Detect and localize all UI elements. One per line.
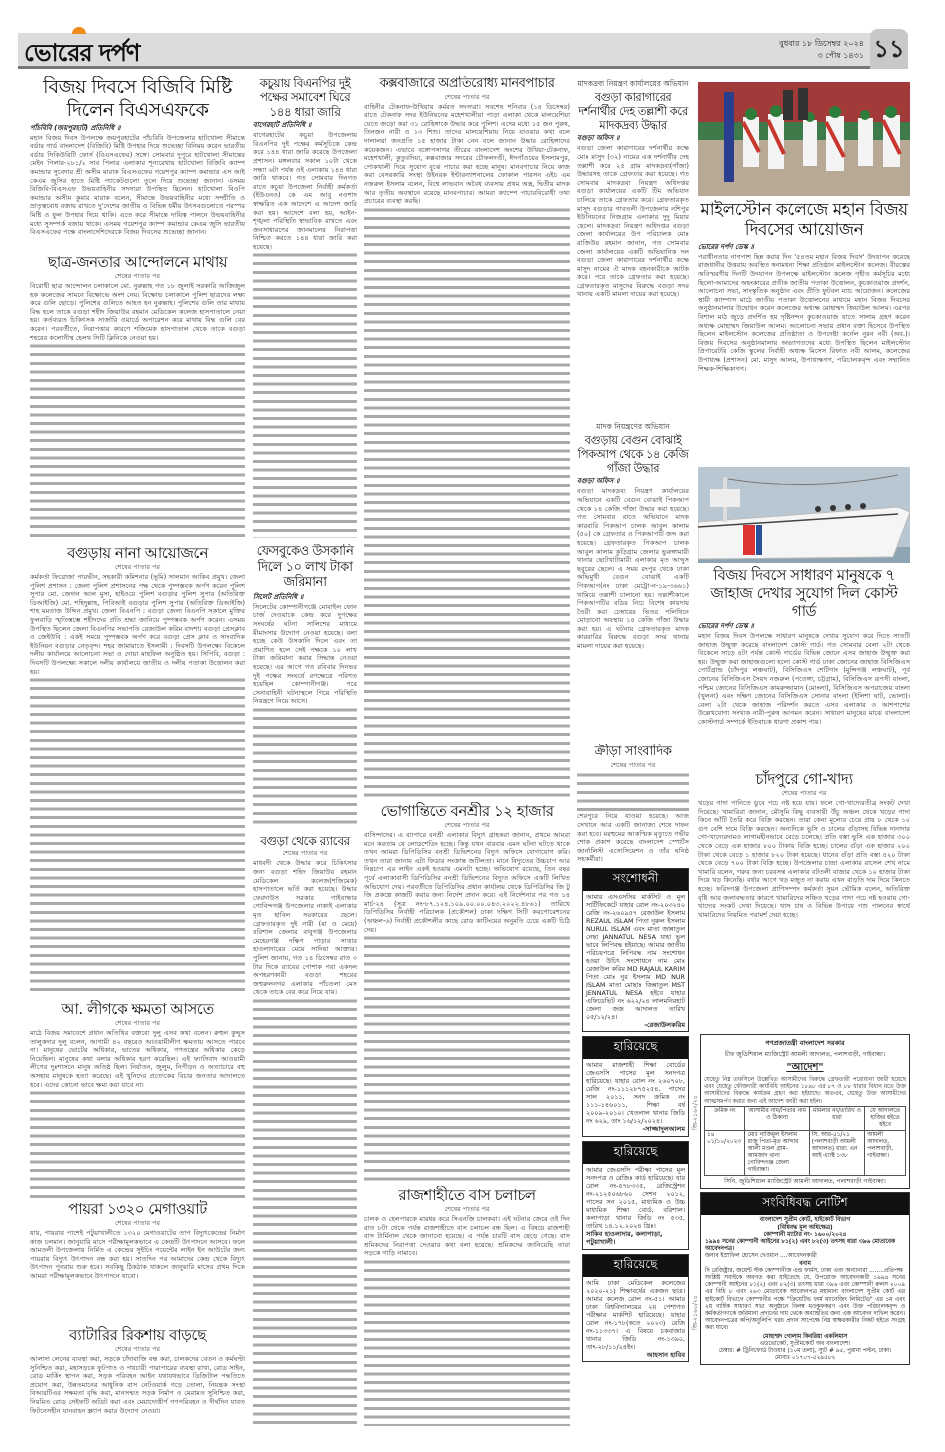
notice-title: সংবিধিবদ্ধ নোটিশ [701, 1193, 909, 1215]
continued-label: শেষের পাতার পর [610, 760, 656, 769]
date-bengali: ৩ পৌষ ১৪৩১ [817, 51, 864, 60]
court-order-notice [700, 1034, 910, 1189]
byline: পাঁচবিবি (জয়পুরহাট) প্রতিনিধি ॥ [30, 123, 121, 132]
text-continuation [577, 771, 689, 813]
article-body: বাহিনীর টেকনাফ-উখিয়ায় কর্মরত সদস্যরা। সবশেষ শনিবার (১৪ ডিসেম্বর) রাতে টেকনাফ সদর ইউনিয়নের মহেশখালীয়া পাড়া এলাকা থেকে মালয়েশিয়া যেতে জড়ো করা ৩১ রোহিঙ্গাকে উদ্ধার করে পুলিশ। এদের মধ্যে ১৫ জন পুরুষ, তিনজন নারী ও ১৩ শিশু। তাদের মালয়েশিয়ায় নিয়ে যাওয়ার কথা বলে দালালরা জনপ্রতি ১৫ হাজার টাকা নেন বলে জানান উদ্ধার রোহিঙ্গাদের কয়েকজন। এভাবে বঙ্গোপসাগর তীরের বাংলাদেশ অংশের উখিয়া-টেকনাফ, মহেশখালী, কুতুবদিয়া, কক্সবাজার সদরের চৌফলদণ্ডী, ঈদগাঁওয়ের ইসলামপুর, পোকখালী দিয়ে সুযোগ বুঝে পাচার করা হচ্ছে মানুষ। মানবপাচার নিয়ে কাজ করা বেসরকারি সংস্থা উইনরক ইন্টারন্যাশনালের ফোকাল পারসন এইচ এম নজরুল ইসলাম বলেন, বিশ্বে লাভবান অবৈধ ব্যবসায় প্রথম অস্ত্র, দ্বিতীয় মাদক আর তৃতীয় অবস্থানে রয়েছে মানবপাচার। আমরা ক্যাম্পে পাচারবিরোধী তথ্য প্রচারের ব্যবস্থা করছি। [364, 102, 570, 206]
byline: বগুড়া অফিস ॥ [577, 134, 620, 143]
article-body: মাধবদী থেকে উদ্ধার করে চিকিৎসার জন্য বগুড়া শহিদ জিয়াউর রহমান মেডিকেল কলেজ(শজিমেক) হাসপাতালে ভর্তি করা হয়েছে। উদ্ধার ফেরদাউস সরকার গাইবান্ধার গোবিন্দগঞ্জ উপজেলার নাকাই এলাকার মৃত হাবিল সরকারের ছেলে। গ্রেফতারকৃত দুই নারী (মা ও মেয়ে) বরিশাল জেলার বাবুগঞ্জ উপজেলার মেহেরগঞ্জ দক্ষিণ পাড়ার সাত্তার হাওলাদারের মেয়ে সাদিয়া আক্তার। পুলিশ জানায়, গত ১৪ ডিসেম্বর রাত ৩ টার দিকে র‌্যাবের পোশাক পরা একদল অপহরণকারী বগুড়া শহরের জহুরুলনগর এলাকার পাঁচতলা মেস থেকে তাকে বের করে নিয়ে যায়। [253, 859, 357, 997]
notice-line: ১৯৯৪ সনের কোম্পানী আইনের ৮১(২) এবং ৮২(৩) তৎসহ ধারা ৩৯৬ মোতাবেক আবেদনপত্র। [705, 1238, 896, 1253]
issue-date [779, 38, 864, 62]
article-body: মহান বিজয় দিবস উপলক্ষে জয়পুরহাটের পাঁচবিবি উপজেলার হাটখোলা সীমান্তে বর্ডার গার্ড বাংলাদেশ (বিজিবি) মিষ্টি উপহার দিয়ে শুভেচ্ছা বিনিময় করেন ভারতীয় বর্ডার সিকিউরিটি ফোর্স (বিএসএফের) সঙ্গে। সোমবার দুপুরে হাটখোলা সীমান্তের মেইন পিলার-২৮১/২ সাব পিলার এলাকার শূন্যরেখায় হাটখোলা বিজিবি ক্যাম্প কমান্ডার সুবেদার শ্রী অসীম মারাক বিএসএফের গয়েশপুর ক্যাম্প কমান্ডার এস আই কেএম জুসির হাতে মিষ্টি প্যাকেটগুলো তুলে দিয়ে শুভেচ্ছা জানান। এসময় বিজিবি-বিএসএফ উভয়বাহিনীর সদস্যরা উপস্থিত ছিলেন। হাটখোলা বিওপি কমান্ডার অসীম কুমার মারাক বলেন, সীমান্তে উভয়বাহিনীর মধ্যে সম্প্রীতি ও ভ্রাতৃত্ববোধ বজায় রাখতে দু'দেশের জাতীয় ও বিভিন্ন ধর্মীয় উৎসবগুলোতে পরস্পর মিষ্টি ও ফুল উপহার দিয়ে থাকি। এতে করে সীমান্তে দায়িত্ব পালনে উভয়বাহিনীর মধ্যে সুসম্পর্ক বজায় থাকে। এসময় গয়েশপুর ক্যাম্প কমান্ডার কেএম জুসি ভারতীয় বিএসএফের পক্ষে বাংলাদেশিদেরকে বিজয় দিবসের শুভেচ্ছা জানান। [30, 133, 245, 237]
ad-title: হারিয়েছে [583, 1255, 688, 1277]
headline: ক্রীড়া সাংবাদিক [594, 744, 672, 759]
continued-label: শেষের পাতার পর [444, 1205, 490, 1213]
headline: বগুড়ায় নানা আয়োজনে [67, 544, 208, 562]
byline: বগুড়া অফিস ॥ [577, 477, 620, 486]
article-bgb-sweets [30, 76, 245, 246]
table-cell: মোঃ নাজিমুল ইসলাম রাজু পিতা-মৃত আব্দার আলী মণ্ডল গ্রাম-আমজাদ থানা গোবিন্দগঞ্জ জেলা গাইবান্ধা। [745, 1130, 809, 1175]
column-header: মামলার নং/তারিখ ও ধারা [809, 1106, 864, 1130]
article-student-movement [30, 253, 245, 538]
article-body: খড়ের গাদা পানিতে ডুবে পচে নষ্ট হয়ে যায়। ফলে গো-খাদ্যেরতীব্র সংকট দেখা দিয়েছে। খামারিরা জানান, মৌসুমি কিছু ব্যবসায়ী উঁচু অঞ্চল থেকে খড়ের গাদা কিনে আঁটি তৈরি করে বিক্রি করছেন। তারা কেনা মূল্যের চেয়ে প্রায় ৮ থেকে ১০ গুণ বেশি দামে বিক্রি করছেন। অন্যদিকে ভুসি ও চালের গুঁড়াসহ বিভিন্ন দানাদার গো-খাদ্যেরদামও লাগামহীনভাবে বেড়ে চলেছে। প্রতি বস্তা ভুসি এক হাজার ৩০০ থেকে বেড়ে এক হাজার ৮০০ টাকায় বিক্রি হচ্ছে। চালের গুঁড়া এক হাজার ২০০ টাকা থেকে বেড়ে ১ হাজার ৮২০ টাকা হয়েছে। ধানের গুঁড়া প্রতি বস্তা ৫২০ টাকা থেকে বেড়ে ৭০০ টাকা বিক্রি হচ্ছে। উপজেলার চান্দ্রা এলাকার রাসেল শেখ নামে খামারি বলেন, গরুর জন্য চরবসন্ত এলাকার বটতলী বাজার থেকে ১০ হাজার টাকা দিয়ে খড় কিনেছি। বর্ষার আগে খড় মজুত না করায় এখন বাড়তি দাম দিয়ে কিনতে হচ্ছে। ফরিদগঞ্জ উপজেলা প্রাণিসম্পদ কর্মকর্তা সুমন ভৌমিক বলেন, অতিরিক্ত বৃষ্টি আর জলাবদ্ধতার কারণে খামারিদের সঞ্চিত খড়ের গাদা পচে নষ্ট হওয়ায় গো-খাদ্যের সংকট দেখা দিয়েছে। খাস চাষ ও বিভিন্ন উপায়ে পশু পালনের স্বার্থে খামারিদের নিয়মিত পরামর্শ দেয়া হচ্ছে। [698, 799, 910, 919]
byline: ভোরের দর্পণ ডেস্ক ॥ [698, 242, 754, 251]
headline: আ. লীগকে ক্ষমতা আসতে [61, 1000, 214, 1018]
headline: বগুড়া কারাগারের দর্শনার্থীর দেহ তল্লাশী করে মাদকদ্রব্য উদ্ধার [578, 90, 688, 132]
headline: ছাত্র-জনতার আন্দোলনে মাথায় [47, 253, 228, 271]
ad-lost-2 [582, 1141, 689, 1250]
text-continuation [253, 997, 357, 1426]
text-continuation [364, 206, 570, 798]
accused-table [704, 1106, 906, 1176]
article-coast-guard [698, 566, 910, 766]
headline: মাইলস্টোন কলেজে মহান বিজয় দিবসের আয়োজন [700, 200, 908, 241]
ad-body [583, 1059, 688, 1135]
notice-line: (বিধিবদ্ধ মূল অধিক্ষেত্র) [777, 1224, 833, 1231]
notice-signatory: মোহাম্মদ গোলাম কিবরিয়া একলিমাস [762, 1333, 848, 1340]
article-battery-rickshaw [30, 1326, 245, 1426]
kicker: মাদক নিয়ন্ত্রণের অভিযান [596, 422, 670, 431]
table-cell: ১৪ ০১/১০/২০২৩ [705, 1130, 745, 1175]
ad-code: জি-২১৬২/২৪ [692, 1095, 699, 1130]
masthead [18, 33, 908, 69]
article-rajshahi-bus [364, 1186, 570, 1426]
ad-body [583, 1277, 688, 1361]
ad-signature: -সাজ্জাদুলআলম [642, 1125, 685, 1134]
text-continuation [253, 706, 357, 828]
text-continuation [30, 342, 245, 538]
byline: সিলেট প্রতিনিধি ॥ [253, 592, 304, 601]
notice-body: যেহেতু নিম্ন তফসিলে উল্লেখিত আসামীদের বিরুদ্ধে গ্রেফতারী পরোয়ানা জারী হয়েছে এবং যেহেতু ফৌজদারী কার্যবিধি আইনের ১৮৯৮ এর ৮৭ ও ৮৮ ধারার বিধান মতে উক্ত আসামীদের বিরুদ্ধে কার্যক্রম গ্রহণ করা হইয়াছে। অতএব, যেহেতু উক্ত আসামীদের আত্মসমর্পণ করার জন্য এই আদেশ জারী করা হইল। [704, 1077, 906, 1105]
table-cell: সি. আর-৫১/২১ (পলাশবাড়ী আমলী আদালত) ধারা: এন আই এ্যাক্ট ১৩৮ [809, 1130, 864, 1175]
notice-line: মোবাঃ ০১৭০৭-৫২৯৫৮২ [774, 1355, 836, 1362]
headline: পায়রা ১৩২০ মেগাওয়াট [68, 1200, 207, 1218]
continued-label: শেষের পাতার পর [444, 821, 490, 829]
headline: ব্যাটারির রিকশায় বাড়ছে [68, 1326, 207, 1344]
article-body: আলাদা লেনের ব্যবস্থা করা, সড়কে চাঁদাবাজি বন্ধ করা, চালকদের বেতন ও কর্মঘণ্টা সুনিশ্চিত করা, মহাসড়কে ফুটপাত ও পথচারী পারাপারের ব্যবস্থা রাখা, রোড সাইন, রোড মার্কিং স্থাপন করা, সড়ক পরিবহন আইন যথাযথভাবে ডিজিটাল পদ্ধতিতে প্রয়োগ করা, উন্নতমানের আধুনিক বাস নেটওয়ার্ক গড়ে তোলা, নিয়ন্ত্রক সংস্থা বিআরটিএর সক্ষমতা বৃদ্ধি করা, মানসম্মত সড়ক নির্মাণ ও মেরামত সুনিশ্চিত করা, নিয়মিত রোড সেইফটি অডিট করা এবং মেয়াদোত্তীর্ণ গণপরিবহন ও দীর্ঘদিন যাবত ফিটনেসহীন যানবাহন স্ক্র্যাপ করার উদ্যোগ নেওয়া। [30, 1355, 245, 1415]
article-awami-league [30, 1000, 245, 1198]
parade-image [698, 82, 910, 196]
ad-body [583, 1164, 688, 1249]
article-body: যায়, পায়রার পাশেই পটুয়াখালীতে ১৩২০ মেগাওয়াটের তাপ বিদ্যুৎকেন্দ্রের নির্মাণ কাজ চলমান। জানুয়ারি মাসে পরীক্ষামূলকভাবে এ কেন্দ্রটি উৎপাদনে আসবে। ফলে আমতলী উপজেলায় নির্মিত এ কেন্দ্রের সুইচিং পয়েন্টের লাইন ইন আউটের জন্য পায়রায় বিদ্যুৎ উৎপাদন বন্ধ করা হয়। সাতদিন পর আমাদের কেন্দ্র থেকে বিদ্যুৎ উৎপাদন পুনরায় শুরু হবে। সবকিছু ঠিকঠাক থাকলে জানুয়ারি মাসের প্রথম দিকে আমরা পরীক্ষামূলকভাবে উৎপাদনে যাবো। [30, 1229, 245, 1280]
page-number: ১১ [870, 29, 908, 69]
continued-label: শেষের পাতার পর [114, 1345, 160, 1353]
continued-label: শেষের পাতার পর [781, 789, 827, 797]
notice-line: জনাব ইস্রাফিল হোসেন দেওয়ান ....আবেদনকারী [705, 1253, 817, 1260]
headline: কচুয়ায় বিএনপির দুই পক্ষের সমাবেশ ঘিরে ১৪৪ ধারা জারি [259, 76, 351, 119]
article-body: বগুড়া জেলা কারাগারের দর্শনার্থীর কক্ষে মোঃ মাসুদ (৩২) নামের এক দর্শনার্থীর দেহ তল্লাশী করে ২৫ গ্রাম মাদকদ্রব্য(গাঁজা) উদ্ধারসহ তাকে গ্রেফতার করা হয়েছে। গত সোমবার মাদকদ্রব্য নিয়ন্ত্রণ অধিদপ্তর বগুড়া কার্যালয়ের একটি টিম অভিযান চালিয়ে তাকে গ্রেফতার করে। গ্রেফতারকৃত মাসুদ বগুড়ার গাবতলী উপজেলার নশিপুর ইউনিয়নের নিজগ্রাম এলাকার দুদু মিয়ার ছেলে। মাদকদ্রব্য নিয়ন্ত্রণ অধিদপ্তর বগুড়া জেলা কার্যালয়ের উপ পরিচালক মোঃ রাজিউর রহমান জানান, গত সোমবার জেলা কার্যালয়ের একটি অভিযানিক দল বগুড়া জেলা কারাগারের দর্শনার্থীর কক্ষে মাসুদ নামের ঐ মাদক বহনকারীকে আটক করে। পরে তাকে গ্রেফতার করা হয়েছে। গ্রেফতারকৃত মাসুদের বিরুদ্ধে বগুড়া সদর থানায় একটি মামলা দায়ের করা হয়েছে। [577, 144, 689, 299]
article-kachua-144 [253, 76, 357, 538]
text-continuation [364, 934, 570, 1182]
ad-title: সংশোধনী [583, 869, 688, 891]
kicker: মাদকদ্রব্য নিয়ন্ত্রণ কার্যালয়ের অভিযান [577, 79, 689, 88]
ad-correction [582, 868, 689, 1032]
photo-coast-guard-ship [698, 467, 910, 563]
article-banasree-power [364, 802, 570, 1182]
photo-milestone-parade [698, 82, 910, 196]
notice-line: বনাম [799, 1260, 811, 1267]
notice-government: গণপ্রজাতন্ত্রী বাংলাদেশ সরকার [765, 1039, 845, 1047]
notice-line: এডভোকেট, সুপ্রীমকোর্ট অব বাংলাদেশ। [759, 1340, 851, 1347]
classified-ads-column [582, 868, 689, 1362]
article-body: পরাধীনতার নাগপাশ ছিন্ন করার দিন '৫৪তম মহান বিজয় দিবস' উদযাপন করেছে রাজধানীর উত্তরায় অবস্থিত স্বনামধন্য শিক্ষা প্রতিষ্ঠান মাইলস্টোন কলেজ। বীরত্বের অবিস্মরণীয় দিনটি উদযাপন উপলক্ষে মাইলস্টোন কলেজ গৃহীত কর্মসূচির মধ্যে ছিলো-আমাদের অহংকারের প্রতীক জাতীয় পতাকা উত্তোলন, কুচকাওয়াজ প্রদর্শন, আলোচনা সভা, সাংস্কৃতিক অনুষ্ঠান এবং প্রীতি ফুটবল ম্যাচ আয়োজন। কলেজের স্থায়ী ক্যাম্পাস মাঠে জাতীয় পতাকা উত্তোলনের মাধ্যমে মহান বিজয় দিবসের অনুষ্ঠানমালার উদ্বোধন করেন কলেজের অধ্যক্ষ মোহাম্মদ জিয়াউল আলম। এরপর বিশাল মাঠ জুড়ে প্রদর্শিত হয় দৃষ্টিনন্দন কুচকাওয়াজ যাতে সালাম গ্রহণ করেন অধ্যক্ষ মোহাম্মদ জিয়াউল আলম। আলোচনা সভায় প্রধান বক্তা হিসেবে উপস্থিত ছিলেন মাইলস্টোন কলেজের প্রতিষ্ঠাতা ও উপদেষ্টা কর্নেল নুরন নবী (অব.)। বিজয় দিবসের অনুষ্ঠানমালায় অভ্যাগতদের মধ্যে উপস্থিত ছিলেন মাইলস্টোন প্রিপারেটরি কেজি স্কুলের নির্বাহী অধ্যক্ষ মিসেস রিফাত নবী আলম, কলেজের উপাধ্যক্ষ (প্রশাসন) মো. মাসুদ আলম, উপাধ্যক্ষগণ, পরিচালকবৃন্দ এবং সম্মানিত শিক্ষক-শিক্ষিকাগণ। [698, 252, 910, 373]
continued-label: শেষের পাতার পর [114, 1219, 160, 1227]
statutory-notice [700, 1192, 910, 1365]
headline: বিজয় দিবসে বিজিবি মিষ্টি দিলেন বিএসএফকে [43, 76, 232, 121]
continued-label: শেষের পাতার পর [282, 849, 328, 858]
continued-label: শেষের পাতার পর [444, 92, 490, 101]
notice-body: সংশ্লিষ্ট সবাইকে অবগত করা যাইতেছে যে, উপরোক্ত আবেদনকারী ১৯৯৪ সনের কোম্পানী আইনের ৮১(২) এবং ৮২(৩) তৎসহ ধারা ৩৯৬ এবং কোম্পানী রুলস ২০০৯ এর বিধি ৮ এবং ২৬৩ মোতাবেক আবেদনপত্র মহামান্য বাংলাদেশ সুপ্রীম কোর্ট এর হাইকোর্ট বিভাগে কোম্পানীর পক্ষে "ক্রিয়েটিভ ফার্ম ম্যানেজিং লিমিটেড" এর ১ম এবং ২য় বার্ষিক সাধারণ সভা অনুষ্ঠানে বিলম্ব মওকুফকরণ এবং উক্ত পরিচালকবৃন্দ ও কর্মকর্তাগণকে জরিমানা প্রদানের দায় থেকে অব্যাহতির জন্য এক আবেদন দাখিল করেন। আবেদনপত্রের কপি/অনুলিপি খরচ প্রদান সাপেক্ষে নিম্ন স্বাক্ষরকারীর নিকট হইতে সংগ্রহ করা যাবে। [705, 1274, 905, 1332]
notice-court: চীফ জুডিশিয়াল ম্যাজিস্ট্রেট আমলী আদালত, পলাশবাড়ী, গাইবান্ধা। [724, 1051, 886, 1058]
article-body: বিরোধী ছাত্র আন্দোলন চলাকালে মো. নুরুল্লাহ গত ১৮ জুলাই সরকারি আজিজুল হক কলেজের সামনে বিক্ষোভে অংশ নেয়। বিক্ষোভ চলাকালে পুলিশ ছাত্রদের লক্ষ্য করে গুলি ছোড়ে। পুলিশের গুলিতে আহত হন নুরুল্লাহ। পুলিশের গুলি তার মাথায় বিদ্ধ হলে তাকে বগুড়া শহীদ জিয়াউর রহমান মেডিকেল কলেজ হাসপাতালে নেয়া হয়। কর্তব্যরত চিকিৎসক সার্জারি ওয়ার্ডে অপারেশন করে মাথায় বিদ্ধ গুলি বের করেন। পরবর্তীতে, নিরাপত্তার কারণে শজিমেক হাসপাতাল থেকে তাকে বগুড়া শহরের কলোনীস্থ হেলথ সিটি ক্লিনিকে নেওয়া হয়। [30, 282, 245, 342]
article-rab-bogura [253, 834, 357, 1426]
date-gregorian: বুধবার ১৮ ডিসেম্বর ২০২৪ [779, 39, 864, 48]
article-body: বগুড়া মাদকদ্রব্য নিয়ন্ত্রণ কার্যালয়ের অভিযানে একটি বেগুন বোঝাই পিকআপ থেকে ১৪ কেজি গাঁজা উদ্ধার করা হয়েছে। গত সোমবার রাতে অভিযানে মাদক কারবারি পিকআপ চালক আবুল কালাম (৫০) কে গ্রেফতার ও পিকআপটি জব্দ করা হয়েছে। গ্রেফতারকৃত পিকআপ চালক আবুল কালাম কুড়িগ্রাম জেলার ভুরুঙ্গামারী থানার ছোটখাটামারী এলাকার মৃত আব্দুস ছবুরের ছেলে। এ সময় রংপুর থেকে ঢাকা অভিমুখী বেগুন বোঝাই একটি পিকআপ(নং ঢাকা মেট্রো-ন-১৯-৩৬৬১) থামিয়ে তল্লাশী চালানো হয়। তল্লাশীকালে পিকআপটির বডির নিচে বিশেষ কায়দায় তৈরী করা চেম্বারের ভিতর পলিথিনে মোড়ানো অবস্থায় ১৪ কেজি গাঁজা উদ্ধার করা হয়। এ ঘটনায় গ্রেফতারকৃত মাদক কারবারির বিরুদ্ধে বগুড়া সদর থানায় মামলা দায়ের করা হয়েছে। [577, 487, 689, 651]
ad-title: হারিয়েছে [583, 1037, 688, 1059]
notice-line: দি রেজিষ্ট্রার, জয়েন্ট স্টক কোম্পানীজ এন্ড ফার্মস, ঢাকা এবং অন্যান্যরা ........প্রতিপক্ষ [705, 1267, 903, 1274]
text-continuation [30, 676, 245, 996]
article-payra [30, 1200, 245, 1318]
article-cox-trafficking [364, 76, 570, 798]
table-header-row [705, 1106, 906, 1130]
article-sports-journalist [577, 744, 689, 864]
column-header: ক্রমিক নং [705, 1106, 745, 1130]
ad-text: আমার জেএসসি পরীক্ষা পাসের মূল সনদপত্র ও রেজিঃ কার্ড হারিয়েছে। যার রোল নং-৫৭৮৩৩৫, রেজিস্ট্রেশন নং-২১২৫০৬৮৬০ সেশন ২০১২, পাসের সন ২০১৫, মাধ্যমিক ও উচ্চ মাধ্যমিক শিক্ষা বোর্ড, বরিশাল। কলাপাড়া থানার জিডি নং ৫৩৫, তারিখ ১৪.১২.২০২৪ খ্রিঃ। [586, 1165, 685, 1230]
article-body: মাঠে বিজয় সমাবেশে প্রধান অতিথির বক্তব্যে দুলু এসব কথা বলেন। রুহুল কুদ্দুস তালুকদার দুলু বলেন, আগামী ৪২ বছরেও আওয়ামীলীগ ক্ষমতায় আসতে পারবে না। মানুষের ভোটের অধিকার, ভাতের অধিকার, গণতন্ত্রের অধিকার কেড়ে নিয়েছিল। মানুষের কথা বলার অধিকার হরণ করেছিল। এই ফ্যাসিবাদ আওয়ামী লীগের দুঃশাসনে মানুষ অতিষ্ঠ ছিল। নির্যাতন, জুলুম, নিপীড়ন ও অত্যাচারে বহু অসহায় মানুষকে হত্যা করেছে। এই খুনিদের প্রত্যেকের বিচার জনতার আদালতে হবে। এদের কোনো ভাবে ক্ষমা করা যাবে না। [30, 1029, 245, 1089]
headline: ফেসবুকেও উসকানি দিলে ১০ লাখ টাকা জরিমানা [256, 544, 354, 591]
article-jail-drugs [577, 79, 689, 419]
notice-signature: সিনি. জুডিশিয়াল ম্যাজিস্ট্রেট আমলী আদালত, পলাশবাড়ী গাইবান্ধা। [724, 1177, 886, 1185]
notice-line: চেম্বার: # ট্রিনিফোর্ড টাওয়ার (১০ম তলা), স্যুট # ৯৫, পুরানা পল্টন, ঢাকা। [718, 1347, 892, 1354]
headline: বগুড়া থেকে র‌্যাবের [260, 834, 350, 848]
ship-image [698, 467, 910, 563]
headline: রাজশাহীতে বাস চলাচল [398, 1186, 536, 1204]
table-row [705, 1130, 906, 1175]
newspaper-logo: ভোরের দর্পণ [24, 38, 140, 67]
notices-column [700, 1034, 910, 1365]
article-body: বাসিন্দাদের। এ ব্যাপারে বনশ্রী এলাকার বিদ্যুৎ গ্রাহকরা জানান, প্রথমে আমরা মনে করতাম যে লোডশেডিং হচ্ছে। কিন্তু যখন বারবার এমন ঘটনা ঘটতে থাকে তখন আমরা ডিপিডিসির বনশ্রী ডিভিশনের বিদ্যুৎ অফিসে যোগাযোগ করি। তখন তারা জানায় এটা ফিডার সংক্রান্ত জটিলতা। মানে বিদ্যুতের উচ্চচাপ আর নিম্নচাপ এর লাইন একই হওয়ায় এমনটা হচ্ছে। অভিযোগ রয়েছে, তিন বছর পূর্বে এলাকাবাসী ডিপিডিসির বনশ্রী ডিভিশনের বিদ্যুত অফিসে একটি লিখিত অভিযোগ দেয়। পরবর্তীতে ডিপিডিসির প্রধান কার্যালয় থেকে ডিপিডিসির জি টু জি প্রকল্পে কাজটি করার জন্য নির্দেশ প্রদান করে। এই নির্দেশনার পর গত ১৪ মার্চ-২৪ (সূত্র নং-৮৭.১২৪.১০৯.০০.০০.০৪৩.২০২২.৪৮৬১) তারিখে ডিপিডিসির নির্বাহী পরিচালক (প্রকৌশল) ঢাকা দক্ষিণ সিটি করপোরেশনের (অঞ্চল-৬) নির্বাহী প্রকৌশলীর কাছে রোড কাটিংয়ের অনুমতি চেয়ে একটি চিঠি দেয়। [364, 831, 570, 934]
article-body: মহান বিজয় দিবস উপলক্ষে সাধারণ মানুষকে দেখার সুযোগ করে দিতে সাতটি জাহাজ উন্মুক্ত করেছে বাংলাদেশ কোস্ট গার্ড। গত সোমবার বেলা ২টা থেকে বিকেলে সাড়ে ৪টা পর্যন্ত কোস্ট গার্ডের বিভিন্ন জোনে এসব জাহাজ উন্মুক্ত করা হয়। উন্মুক্ত করা জাহাজগুলো হলো কোস্ট গার্ড ঢাকা জোনের জাহাজ বিসিজিএস পোর্টগ্রান্ড (চাঁদপুর লঞ্চঘাট), বিসিজিএস শেটিগাং (মুন্সিগঞ্জ লঞ্চঘাট), পূর্ব জোনের বিসিজিএস সৈয়দ নজরুল (পতেঙ্গা, চট্টগ্রাম), বিসিজিএস রূপসী বাংলা, পশ্চিম জোনের বিসিজিএস কামরুজ্জামান (মোংলা), বিসিজিএস অপরাজেয় বাংলা (খুলনা) এবং দক্ষিণ জোনের বিসিজিএস সোনার বাংলা (ইলিশা ঘাট, ভোলা)। বেলা ২টা থেকে জাহাজ পরিদর্শন করতে এসব এলাকার ও আশপাশের উল্লেখযোগ্য সংখ্যক নারী-পুরুষ আগমন করেন। সাধারণ মানুষের মাঝে বাংলাদেশ কোস্টগার্ড সম্পর্কে ইতিবাচক ধারণা প্রকাশ পায়। [698, 632, 910, 726]
text-continuation [253, 251, 357, 538]
article-bogura-events [30, 544, 245, 996]
headline: কক্সবাজারে অপ্রতিরোধ্য মানবপাচার [379, 76, 555, 91]
continued-label: শেষের পাতার পর [114, 563, 160, 571]
notice-line: কোম্পানী ম্যাটার নং- ১৬০০/২০২৪ [763, 1231, 847, 1238]
text-continuation [30, 1089, 245, 1198]
ad-signature: -রেজাউলকরিম [644, 1021, 685, 1029]
article-body: বাগেরহাটের কচুয়া উপজেলায় বিএনপির দুই পক্ষের কর্মসূচিকে কেন্দ্র করে ১৪৪ ধারা জারি করেছে উপজেলা প্রশাসন। মঙ্গলবার সকাল ১০টা থেকে সন্ধ্যা ৬টা পর্যন্ত ওই এলাকায় ১৪৪ ধারা জারি থাকবে। গত সোমবার দিনগত রাতে কচুয়া উপজেলা নির্বাহী কর্মকর্তা (ইউএনও) কে এম আবু নওশাদ স্বাক্ষরিত এক আদেশে এ আদেশ জারি করা হয়। আদেশে বলা হয়, আইন-শৃঙ্খলা পরিস্থিতি স্বাভাবিক রাখতে এবং জনসাধারণের জানমালের নিরাপত্তা নিশ্চিত করতে ১৪৪ ধারা জারি করা হয়েছে। [253, 131, 357, 251]
article-body: চালক ও হেলপারকে মারধর করে সিএনজি চালকরা। এই ঘটনার জেরে ওই দিন রাত ৮টা থেকে পর্যন্ত রাজশাহীতে বাস চলাচল বন্ধ ছিল। এ বিষয়ে রাজশাহী বাস টার্মিনাল থেকে জানানো হয়েছে। এ পর্যন্ত চারটি বাস ছেড়ে গেছে। বাস শ্রমিকদের নিরাপত্তা দেওয়ার কথা বলা হয়েছে। শ্রমিকদের জানিয়েছি তারা সড়কে গাড়ি নামাবে। [364, 1215, 570, 1258]
article-pickup-ganja [577, 422, 689, 740]
ad-lost-3 [582, 1254, 689, 1362]
ad-text: আমার রাজশাহী শিক্ষা বোর্ডের জেএসসি পাসের মূল সনদপত্র হারিয়েছে। যাহার রোল নং ২৬০৭০৮, রেজি নং-১১১২৮৭৫২৫৪, পাসের সাল ২০১১, সনদ ক্রমিক নং ১১১-১৪৬০১১, শিক্ষা বর্ষ ২০০৯-২০১০। খেতলাল থানার জিডি নং ৬২৯, তাং ১৬/১২/২০২৪। [586, 1061, 685, 1126]
ad-text: আমার এসএসসির মার্কসিট ও মূল সার্টিফিকেটে যাহার রোল নং-২০৩২৪০ রেজি নং-২৬০৯৫৭ রেজাউল ইসলাম REZAUL ISLAM পিতা নুরুল ইসলাম NURUL ISLAM এবং মাতা জান্নাতুল নেছা JANNATUL NESA যাহা ভুল ভাবে লিপিবদ্ধ হইয়াছে। আমার জাতীয় পরিচয়পত্রে লিপিবদ্ধ নাম সংশোধন হওয়া উচিৎ সংশোধনে নাম মোঃ রেজাউল করিম MD RAJAUL KARIM পিতা মোঃ নুর ইসলাম MD NUR ISLAM মাতা মোছাঃ জিন্নাতুল MST JENNATUL NESA হইবে যাহার এফিডেভিট নং ৬২২/২৪ লালমনিরহাট জেলা জজ আদালত তারিখ ০৫/১২/২৪। [586, 893, 685, 1021]
text-continuation [364, 1258, 570, 1426]
column-header: আসামীর নাম/পিতার নাম ও ঠিকানা [745, 1106, 809, 1130]
headline: ভোগান্তিতে বনশ্রীর ১২ হাজার [380, 802, 554, 820]
column-header: যে আদালতে হাজির হইতে হইবে [865, 1106, 906, 1130]
article-body: শেরপুরে নিয়ে যাওয়া হয়েছে। আজ সেখানে আর একটি জানাজা শেষে দাফন করা হবে। মরহুমের আকস্মিক মৃত্যুতে গভীর শোক প্রকাশ করেছে বাংলাদেশ স্পোর্টস জার্নালিস্ট এসোসিয়েশন ও তাঁর ঘনিষ্ঠ সহকর্মীরা। [577, 812, 689, 864]
notice-line: বাংলাদেশ সুপ্রীম কোর্ট, হাইকোর্ট বিভাগ [759, 1217, 851, 1224]
article-chandpur-fodder [698, 770, 910, 1032]
headline: চাঁদপুরে গো-খাদ্য [755, 770, 853, 788]
article-body: কর্মকর্তা ফিরোজা পারভীন, সহকারী কমিশনার (ভূমি) সালমান আকিব প্রমুখ। জেলা পুলিশ প্রশাসন : জেলা পুলিশ প্রশাসনের পক্ষ থেকে পুষ্পস্তবক অর্পণ করেন পুলিশ সুপার মো. জেদান আল মুসা, হাইওয়ে পুলিশ বগুড়ার পুলিশ সুপার (অতিরিক্ত ডিআইজি) মো. শহিদুল্লাহ, পিবিআই বগুড়ার পুলিশ সুপার (অতিরিক্ত ডিআইজি) শাহ মমতাজ উদ্দিন প্রমুখ। জেলা বিএনপি : বগুড়া জেলা বিএনপি সকালে মুক্তির ফুলবাড়ি স্মৃতিস্তম্ভে শহীদদের প্রতি শ্রদ্ধা জানিয়ে পুষ্পস্তবক অর্পণ করেন। এসময় উপস্থিত ছিলেন জেলা বিএনপির সভাপতি রেজাউল করিম বাদশা। বগুড়া প্রেসক্লাব ও জেইউবি : একই সময়ে পুষ্পস্তবক অর্পণ করে বগুড়া প্রেস ক্লাব ও সাংবাদিক ইউনিয়ন বগুড়ার নেতৃবৃন্দ। শহর জামায়াতে ইসলামী : দিবসটি উপলক্ষ্যে বিকেলে দলীয় কার্যালয়ে আলোচনা সভা ও দোয়া মাহফিল অনুষ্ঠিত হয়। সিপিবি, বগুড়া : দিবসটি উপলক্ষ্যে সকালে দলীয় কার্যালয়ে জাতীয় ও দলীয় পতাকা উত্তোলন করা হয়। [30, 573, 245, 676]
notice-content [701, 1215, 909, 1364]
sun-logo-icon [72, 27, 86, 34]
article-body: সিলেটের কোম্পানীগঞ্জে মোবাইল ফোন চার্জ দেওয়াকে কেন্দ্র করে দুপক্ষের সংঘর্ষের ঘটনা সালিশের মাধ্যমে মীমাংসার উদ্যোগ নেওয়া হয়েছে। বলা হচ্ছে কেউ উসকানি দিলে এবং তা প্রমাণিত হলে সেই পক্ষকে ১০ লাখ টাকা জরিমানা করার সিদ্ধান্ত নেওয়া হয়েছে। এর আগে গত রবিবার দিনভর দুই পক্ষের সংঘর্ষে রণক্ষেত্রে পরিণত হয়েছিল কোম্পানীগঞ্জ। পরে সেনাবাহিনী ঘটনাস্থলে গিয়ে পরিস্থিতি নিয়ন্ত্রণে নিয়ে আসে। [253, 602, 357, 706]
byline: ভোরের দর্পণ ডেস্ক ॥ [698, 622, 754, 630]
ad-body [583, 891, 688, 1031]
headline: বিজয় দিবসে সাধারণ মানুষকে ৭ জাহাজ দেখার সুযোগ দিল কোস্ট গার্ড [710, 566, 898, 620]
continued-label: শেষের পাতার পর [114, 272, 160, 280]
notice-title: "আদেশ" [786, 1062, 824, 1073]
headline: বগুড়ায় বেগুন বোঝাই পিকআপ থেকে ১৪ কেজি গাঁজা উদ্ধার [577, 433, 689, 475]
ad-lost-1 [582, 1036, 689, 1136]
ad-title: হারিয়েছে [583, 1142, 688, 1164]
ad-code: জি-২১৬০/২৪ [692, 1295, 699, 1330]
table-cell: আমলী আদালত, পলাশবাড়ী, গাইবান্ধা। [865, 1130, 906, 1175]
ad-text: আমি ঢাকা মেডিকেল কলেজের ২০২০-২১) শিক্ষাবর্ষের একজন ছাত্র। আমার কলেজ রোল নং-৫১। আমার ঢাকা বিশ্ববিদ্যালয়ের ২য় পেশাগত পরীক্ষার মার্কশিট হারিয়েছে। যাহার রোল নং-১৭৮(কতে ২০২৩) রেজি নং-১১৩৩৭। এ বিষয়ে চকবাজার থানার জিডি নং-১৩৯০, তাং-২৮/১১/২৪ইং। [586, 1278, 685, 1351]
ad-signature: সাকিব হাওলাদার, কলাপাড়া, পটুয়াখালী। [586, 1229, 663, 1247]
ad-signature: আহসান হাবিব [646, 1350, 685, 1359]
byline: বাগেরহাট প্রতিনিধি ॥ [253, 121, 312, 130]
article-milestone [698, 200, 910, 465]
continued-label: শেষের পাতার পর [114, 1019, 160, 1027]
article-facebook-fine [253, 544, 357, 828]
